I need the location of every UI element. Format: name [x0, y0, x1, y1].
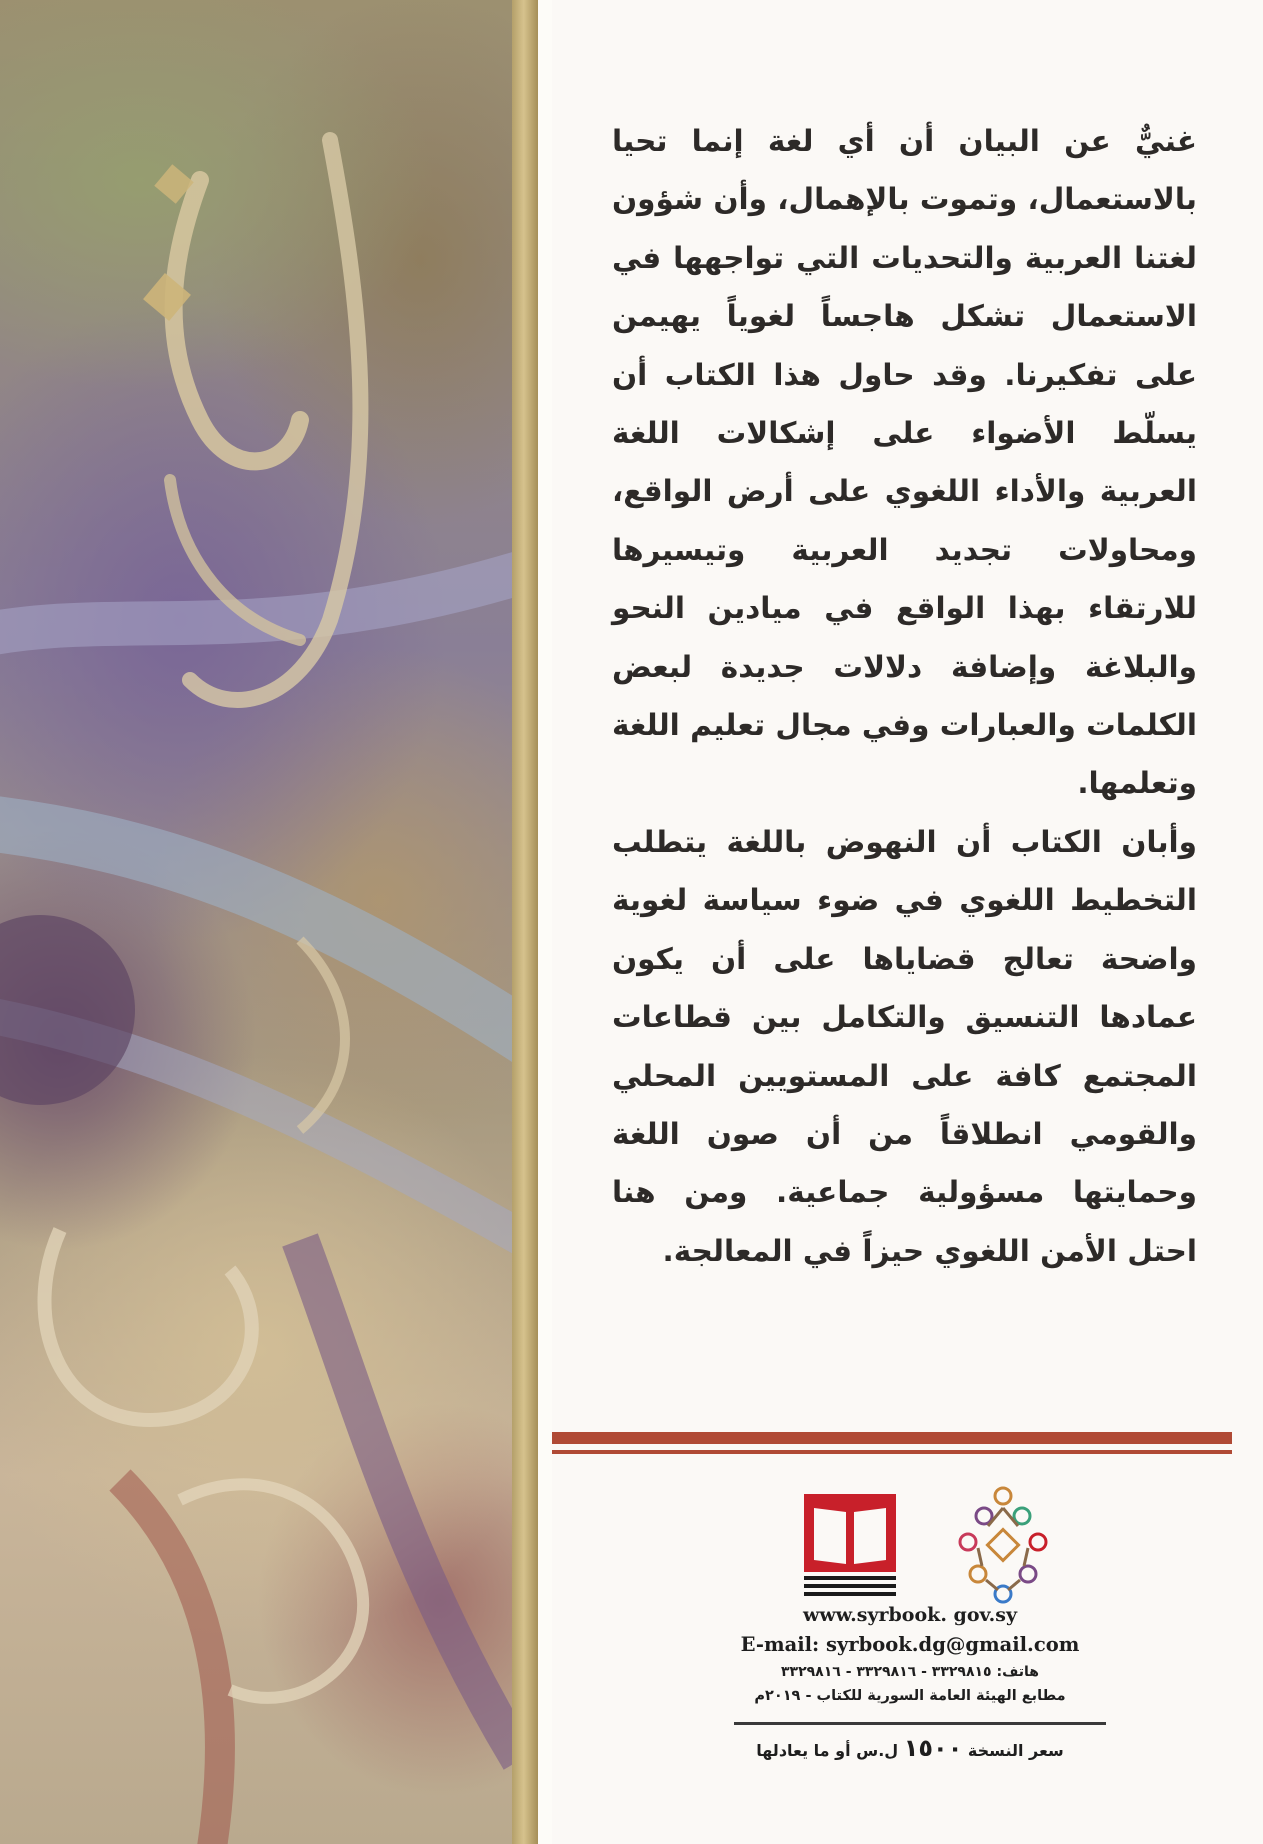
ministry-culture-logo-icon: [948, 1486, 1058, 1608]
price-line: [700, 1734, 1120, 1762]
publisher-logos: [800, 1486, 1060, 1610]
calligraphy-artwork: [0, 0, 512, 1844]
open-book-logo-icon: [800, 1490, 900, 1600]
printer-credit: مطابع الهيئة العامة السورية للكتاب - ٢٠١٩م: [754, 1688, 1066, 1704]
price-suffix: ل.س أو ما يعادلها: [756, 1741, 899, 1760]
publisher-website: www.syrbook. gov.sy: [803, 1604, 1017, 1626]
back-cover-blurb: [612, 112, 1197, 1280]
accent-rule-thin: [552, 1450, 1232, 1454]
price-value: ١٥٠٠: [903, 1734, 963, 1762]
publisher-email: E-mail: syrbook.dg@gmail.com: [740, 1633, 1080, 1656]
blurb-paragraph-2: وأبان الكتاب أن النهوض باللغة يتطلب التخطيط اللغوي في ضوء سياسة لغوية واضحة تعالج قضاياها على أن يكون عمادها التنسيق والتكامل بين قطاعات المجتمع كافة على المستويين المحلي والقومي انطلاقاً من أن صون اللغة وحمايتها مسؤولية جماعية. ومن هنا احتل الأمن اللغوي حيزاً في المعالجة.: [612, 824, 1197, 1268]
accent-rule-thick: [552, 1432, 1232, 1444]
blurb-paragraph-1: غنيٌّ عن البيان أن أي لغة إنما تحيا بالاستعمال، وتموت بالإهمال، وأن شؤون لغتنا العربية والتحديات التي تواجهها في الاستعمال تشكل هاجساً لغوياً يهيمن على تفكيرنا. وقد حاول هذا الكتاب أن يسلّط الأضواء على إشكالات اللغة العربية والأداء اللغوي على أرض الواقع، ومحاولات تجديد العربية وتيسيرها للارتقاء بهذا الواقع في ميادين النحو والبلاغة وإضافة دلالات جديدة لبعض الكلمات والعبارات وفي مجال تعليم اللغة وتعلمها.: [612, 124, 1197, 801]
publisher-phone: هاتف: ٣٣٢٩٨١٥ - ٣٣٢٩٨١٦ - ٣٣٢٩٨١٦: [781, 1664, 1039, 1680]
white-divider-line: [538, 0, 552, 1844]
price-prefix: سعر النسخة: [967, 1741, 1064, 1760]
gold-border-strip: [512, 0, 538, 1844]
cover-art-panel: [0, 0, 512, 1844]
price-divider: [734, 1722, 1106, 1725]
